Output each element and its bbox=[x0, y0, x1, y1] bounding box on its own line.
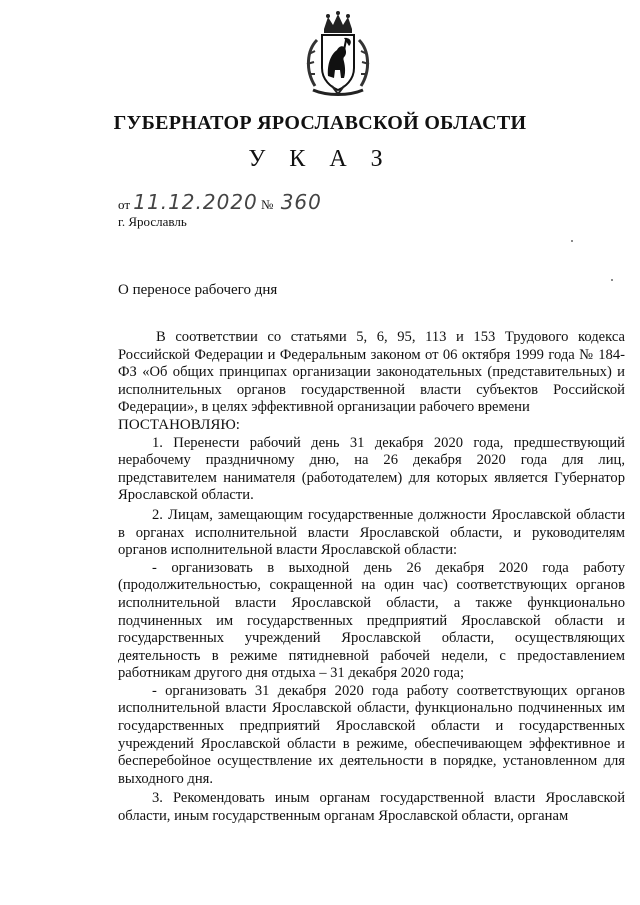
item-2-paragraph: 2. Лицам, замещающим государственные должности Ярославской области в органах исполнительной власти Ярославской области, и руководителям органов исполнительной власти Ярославской области: bbox=[118, 506, 625, 559]
city: г. Ярославль bbox=[118, 214, 187, 229]
number-prefix: № bbox=[261, 197, 274, 212]
item-1-paragraph: 1. Перенести рабочий день 31 декабря 2020 года, предшествующий нерабочему праздничному дню, на 26 декабря 2020 года для лиц, представителем нанимателя (работодателем) для которых является Губернатор Ярославской области. bbox=[118, 434, 625, 504]
scan-speck bbox=[571, 240, 573, 242]
preamble-paragraph: В соответствии со статьями 5, 6, 95, 113 и 153 Трудового кодекса Российской Федерации и Федеральным законом от 06 октября 1999 года № 184-ФЗ «Об общих принципах организации законодательных (представительных) и исполнительных органов государственной власти субъектов Российской Федерации», в целях эффективной организации рабочего времени bbox=[118, 329, 625, 416]
date-prefix: от bbox=[118, 197, 131, 212]
decree-word: ПОСТАНОВЛЯЮ: bbox=[118, 416, 240, 433]
issuing-authority: ГУБЕРНАТОР ЯРОСЛАВСКОЙ ОБЛАСТИ bbox=[113, 112, 527, 134]
document-subject: О переносе рабочего дня bbox=[118, 282, 278, 298]
yaroslavl-coat-of-arms-icon bbox=[297, 10, 379, 98]
date-number-line bbox=[118, 190, 322, 214]
handwritten-number: 360 bbox=[280, 190, 322, 214]
item-2-subitem-2: - организовать 31 декабря 2020 года работу соответствующих органов исполнительной власти Ярославской области, функционально подчиненных им государственных предприятий Ярославской области и государственных учреждений Ярославской области в режиме, обеспечивающем эффективное и бесперебойное осуществление их деятельности в порядке, установленном для выходного дня. bbox=[118, 682, 625, 787]
document-body bbox=[118, 329, 625, 826]
document-type: У К А З bbox=[248, 146, 392, 172]
scan-speck bbox=[611, 279, 613, 281]
item-2-subitem-1: - организовать в выходной день 26 декабря 2020 года работу (продолжительностью, сокращенной на один час) соответствующих органов исполнительной власти Ярославской области, а также функционально подчиненных им государственных предприятий Ярославской области и государственных учреждений Ярославской области, осуществляющих деятельность в режиме пятидневной рабочей недели, с предоставлением работникам другого дня отдыха – 31 декабря 2020 года; bbox=[118, 559, 625, 682]
handwritten-date: 11.12.2020 bbox=[133, 190, 258, 214]
item-3-paragraph: 3. Рекомендовать иным органам государственной власти Ярославской области, иным государственным органам Ярославской области, органам bbox=[118, 790, 625, 825]
